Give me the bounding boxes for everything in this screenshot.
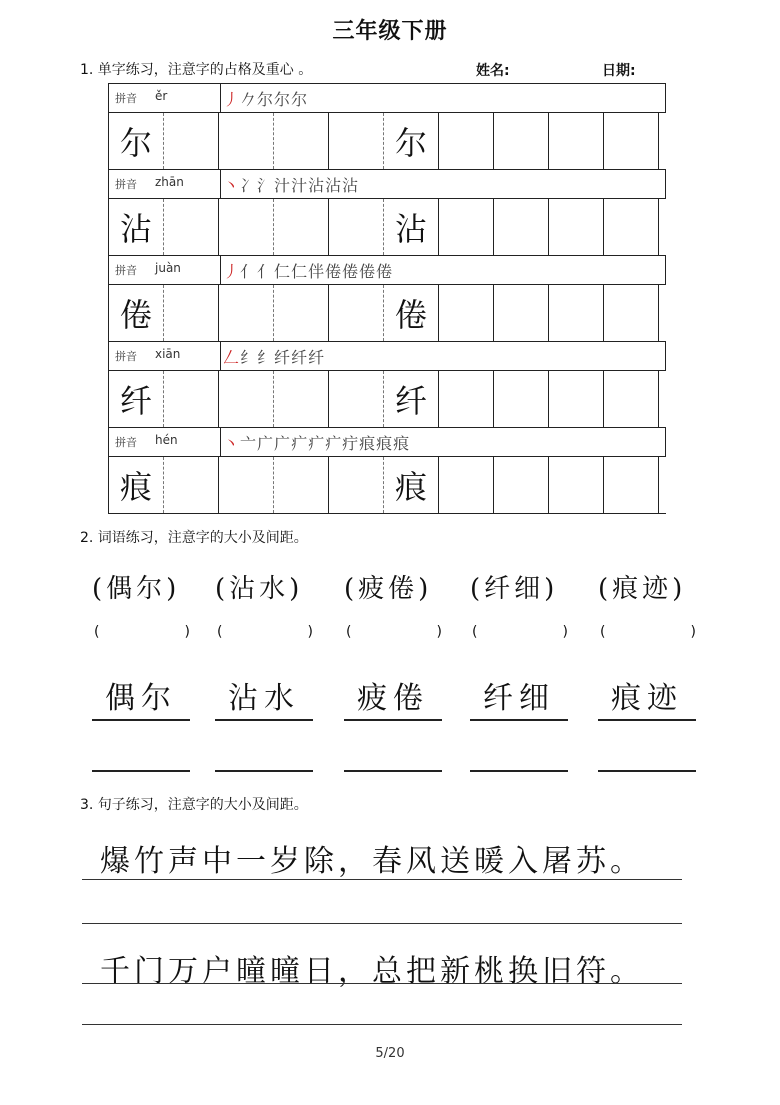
stroke-order [223,259,393,282]
word-text: 疲倦 [358,574,419,604]
word-prompt: (痕迹) [598,574,687,604]
pinyin-text: ěr [155,89,168,103]
stroke-step: 丶 [223,434,240,453]
writing-cell [329,457,384,513]
writing-cell [604,199,659,255]
writing-cell [109,457,164,513]
pinyin-row [108,84,666,113]
section2-heading: 2. 词语练习，注意字的大小及间距。 [80,530,308,546]
writing-line [82,879,682,880]
writing-cell [219,371,274,427]
writing-cell [604,285,659,341]
writing-cell [439,285,494,341]
stroke-step: 氵 [257,176,274,195]
writing-cell [164,285,219,341]
pinyin-blank: ( ) [346,624,442,640]
section3-heading: 3. 句子练习，注意字的大小及间距。 [80,797,308,813]
stroke-step: 沾 [342,176,359,195]
pinyin-label: 拼音 [115,436,137,449]
word-prompt: (偶尔) [92,574,181,604]
writing-cell [384,457,439,513]
writing-cell [109,285,164,341]
model-character: 痕 [119,468,152,506]
word-prompt: (纤细) [470,574,559,604]
writing-row [108,457,666,514]
stroke-step: 仁 [274,262,291,281]
stroke-step: 疒 [291,434,308,453]
model-character: 痕 [394,468,427,506]
stroke-step: 亻 [257,262,274,281]
pinyin-blank: ( ) [472,624,568,640]
divider [220,342,221,370]
page-title: 三年级下册 [332,19,448,44]
writing-cell [384,199,439,255]
stroke-step: 痕 [393,434,410,453]
writing-cell [329,113,384,169]
stroke-step: 疒 [325,434,342,453]
divider [220,428,221,456]
stroke-step: 冫 [240,176,257,195]
writing-cell [439,113,494,169]
writing-cell [109,113,164,169]
stroke-step: 汁 [274,176,291,195]
writing-cell [164,371,219,427]
writing-cell [439,199,494,255]
writing-cell [549,457,604,513]
writing-line [92,770,190,772]
pinyin-blank: ( ) [600,624,696,640]
model-character: 尔 [119,124,152,162]
writing-cell [164,113,219,169]
writing-cell [219,113,274,169]
divider [220,170,221,198]
stroke-order [223,431,410,454]
model-character: 纤 [119,382,152,420]
pinyin-row [108,428,666,457]
stroke-step: 广 [274,434,291,453]
divider [220,256,221,284]
sentence-1: 爆竹声中一岁除，春风送暖入屠苏。 [100,844,644,879]
writing-row [108,285,666,342]
writing-cell [604,457,659,513]
pinyin-label: 拼音 [115,178,137,191]
stroke-step: 倦 [342,262,359,281]
writing-cell [164,457,219,513]
writing-cell [494,371,549,427]
writing-cell [329,199,384,255]
writing-cell [274,285,329,341]
writing-line [82,983,682,984]
character-practice-grid [108,83,666,514]
stroke-step: 倦 [359,262,376,281]
writing-row [108,371,666,428]
writing-cell [109,199,164,255]
stroke-step: 纟 [240,348,257,367]
writing-line [82,923,682,924]
word-text: 偶尔 [106,574,167,604]
writing-cell [219,285,274,341]
writing-cell [604,371,659,427]
pinyin-label: 拼音 [115,264,137,277]
stroke-step: 伴 [308,262,325,281]
pinyin-row [108,342,666,371]
writing-cell [274,457,329,513]
writing-cell [494,285,549,341]
writing-cell [219,199,274,255]
writing-cell [494,457,549,513]
writing-cell [329,371,384,427]
writing-cell [164,199,219,255]
stroke-step: 丿 [223,90,240,109]
stroke-step: 疔 [342,434,359,453]
model-character: 沾 [394,210,427,248]
stroke-order [223,345,325,368]
pinyin-text: xiān [155,347,181,361]
sentence-2: 千门万户曈曈日，总把新桃换旧符。 [100,954,644,989]
trace-word: 痕迹 [598,673,696,721]
writing-cell [439,457,494,513]
stroke-step: 沾 [325,176,342,195]
model-character: 倦 [119,296,152,334]
writing-cell [384,371,439,427]
writing-line [215,770,313,772]
pinyin-label: 拼音 [115,92,137,105]
stroke-step: 沾 [308,176,325,195]
word-prompt: (疲倦) [344,574,433,604]
writing-cell [384,113,439,169]
trace-word: 纤细 [470,673,568,721]
writing-row [108,199,666,256]
writing-cell [274,199,329,255]
stroke-step: 纤 [308,348,325,367]
stroke-step: 倦 [376,262,393,281]
writing-cell [274,113,329,169]
stroke-step: 疒 [308,434,325,453]
pinyin-row [108,170,666,199]
word-prompt: (沾水) [215,574,304,604]
word-text: 纤细 [484,574,545,604]
writing-cell [384,285,439,341]
model-character: 倦 [394,296,427,334]
stroke-step: 倦 [325,262,342,281]
pinyin-text: juàn [155,261,181,275]
stroke-step: 𠂊 [240,90,257,109]
stroke-step: 痕 [376,434,393,453]
writing-cell [494,113,549,169]
writing-cell [219,457,274,513]
pinyin-label: 拼音 [115,350,137,363]
trace-word: 疲倦 [344,673,442,721]
writing-line [82,1024,682,1025]
pinyin-blank: ( ) [94,624,190,640]
pinyin-row [108,256,666,285]
stroke-step: 亠 [240,434,257,453]
divider [220,84,221,112]
writing-cell [274,371,329,427]
writing-cell [549,371,604,427]
writing-cell [494,199,549,255]
stroke-step: 尔 [291,90,308,109]
stroke-order [223,173,359,196]
model-character: 尔 [394,124,427,162]
writing-cell [329,285,384,341]
section1-heading: 1. 单字练习，注意字的占格及重心 。 [80,62,313,78]
writing-line [598,770,696,772]
stroke-step: 纤 [291,348,308,367]
pinyin-text: hén [155,433,178,447]
writing-cell [439,371,494,427]
trace-word: 偶尔 [92,673,190,721]
stroke-step: 丿 [223,262,240,281]
stroke-step: 尔 [274,90,291,109]
stroke-step: 痕 [359,434,376,453]
stroke-order [223,87,308,110]
writing-cell [549,113,604,169]
writing-cell [549,285,604,341]
pinyin-blank: ( ) [217,624,313,640]
writing-cell [549,199,604,255]
stroke-step: 纟 [257,348,274,367]
writing-line [470,770,568,772]
model-character: 纤 [394,382,427,420]
writing-row [108,113,666,170]
model-character: 沾 [119,210,152,248]
word-text: 痕迹 [612,574,673,604]
writing-line [344,770,442,772]
name-label: 姓名: [476,63,510,79]
stroke-step: 𠃋 [223,348,240,367]
stroke-step: 广 [257,434,274,453]
stroke-step: 汁 [291,176,308,195]
writing-cell [109,371,164,427]
stroke-step: 丶 [223,176,240,195]
date-label: 日期: [602,63,636,79]
stroke-step: 纤 [274,348,291,367]
page-number: 5/20 [375,1046,405,1061]
stroke-step: 尔 [257,90,274,109]
stroke-step: 仁 [291,262,308,281]
pinyin-text: zhān [155,175,184,189]
stroke-step: 亻 [240,262,257,281]
word-text: 沾水 [229,574,290,604]
trace-word: 沾水 [215,673,313,721]
writing-cell [604,113,659,169]
